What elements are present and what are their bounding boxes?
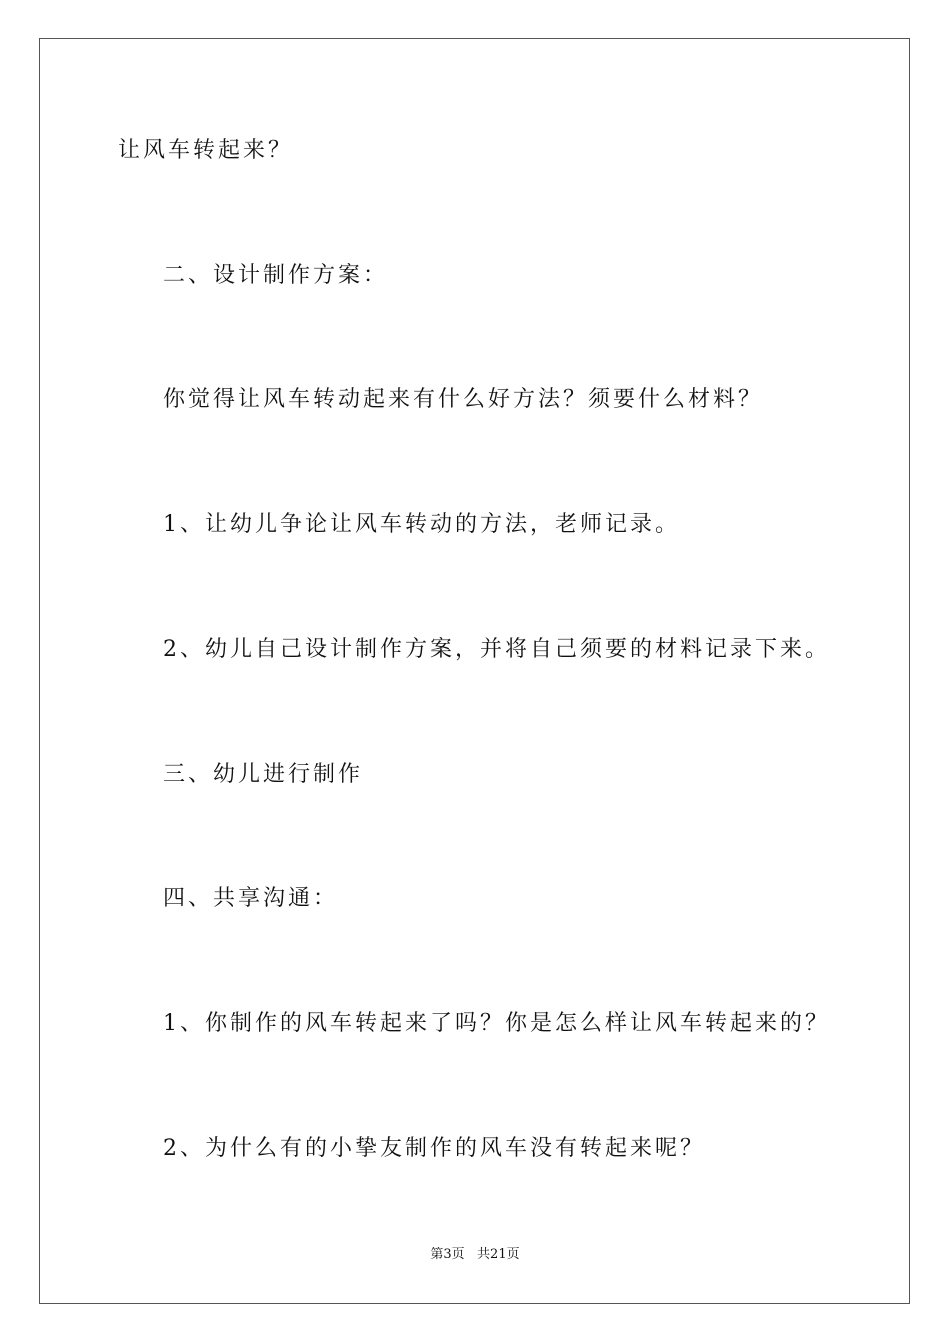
page-border	[39, 38, 910, 1304]
section-heading-design: 二、设计制作方案：	[163, 263, 389, 288]
paragraph-continuation: 让风车转起来？	[118, 138, 294, 163]
list-item-design-plan: 2、幼儿自己设计制作方案，并将自己须要的材料记录下来。	[163, 637, 830, 662]
list-item-why-not: 2、为什么有的小挚友制作的风车没有转起来呢？	[163, 1136, 705, 1161]
list-item-discuss: 1、让幼儿争论让风车转动的方法，老师记录。	[163, 512, 680, 537]
section-heading-share: 四、共享沟通：	[163, 886, 339, 911]
paragraph-question: 你觉得让风车转动起来有什么好方法？须要什么材料？	[163, 387, 764, 412]
section-heading-make: 三、幼儿进行制作	[163, 762, 364, 787]
page-number-footer: 第3页 共21页	[430, 1247, 520, 1262]
list-item-did-it-spin: 1、你制作的风车转起来了吗？你是怎么样让风车转起来的？	[163, 1011, 830, 1036]
